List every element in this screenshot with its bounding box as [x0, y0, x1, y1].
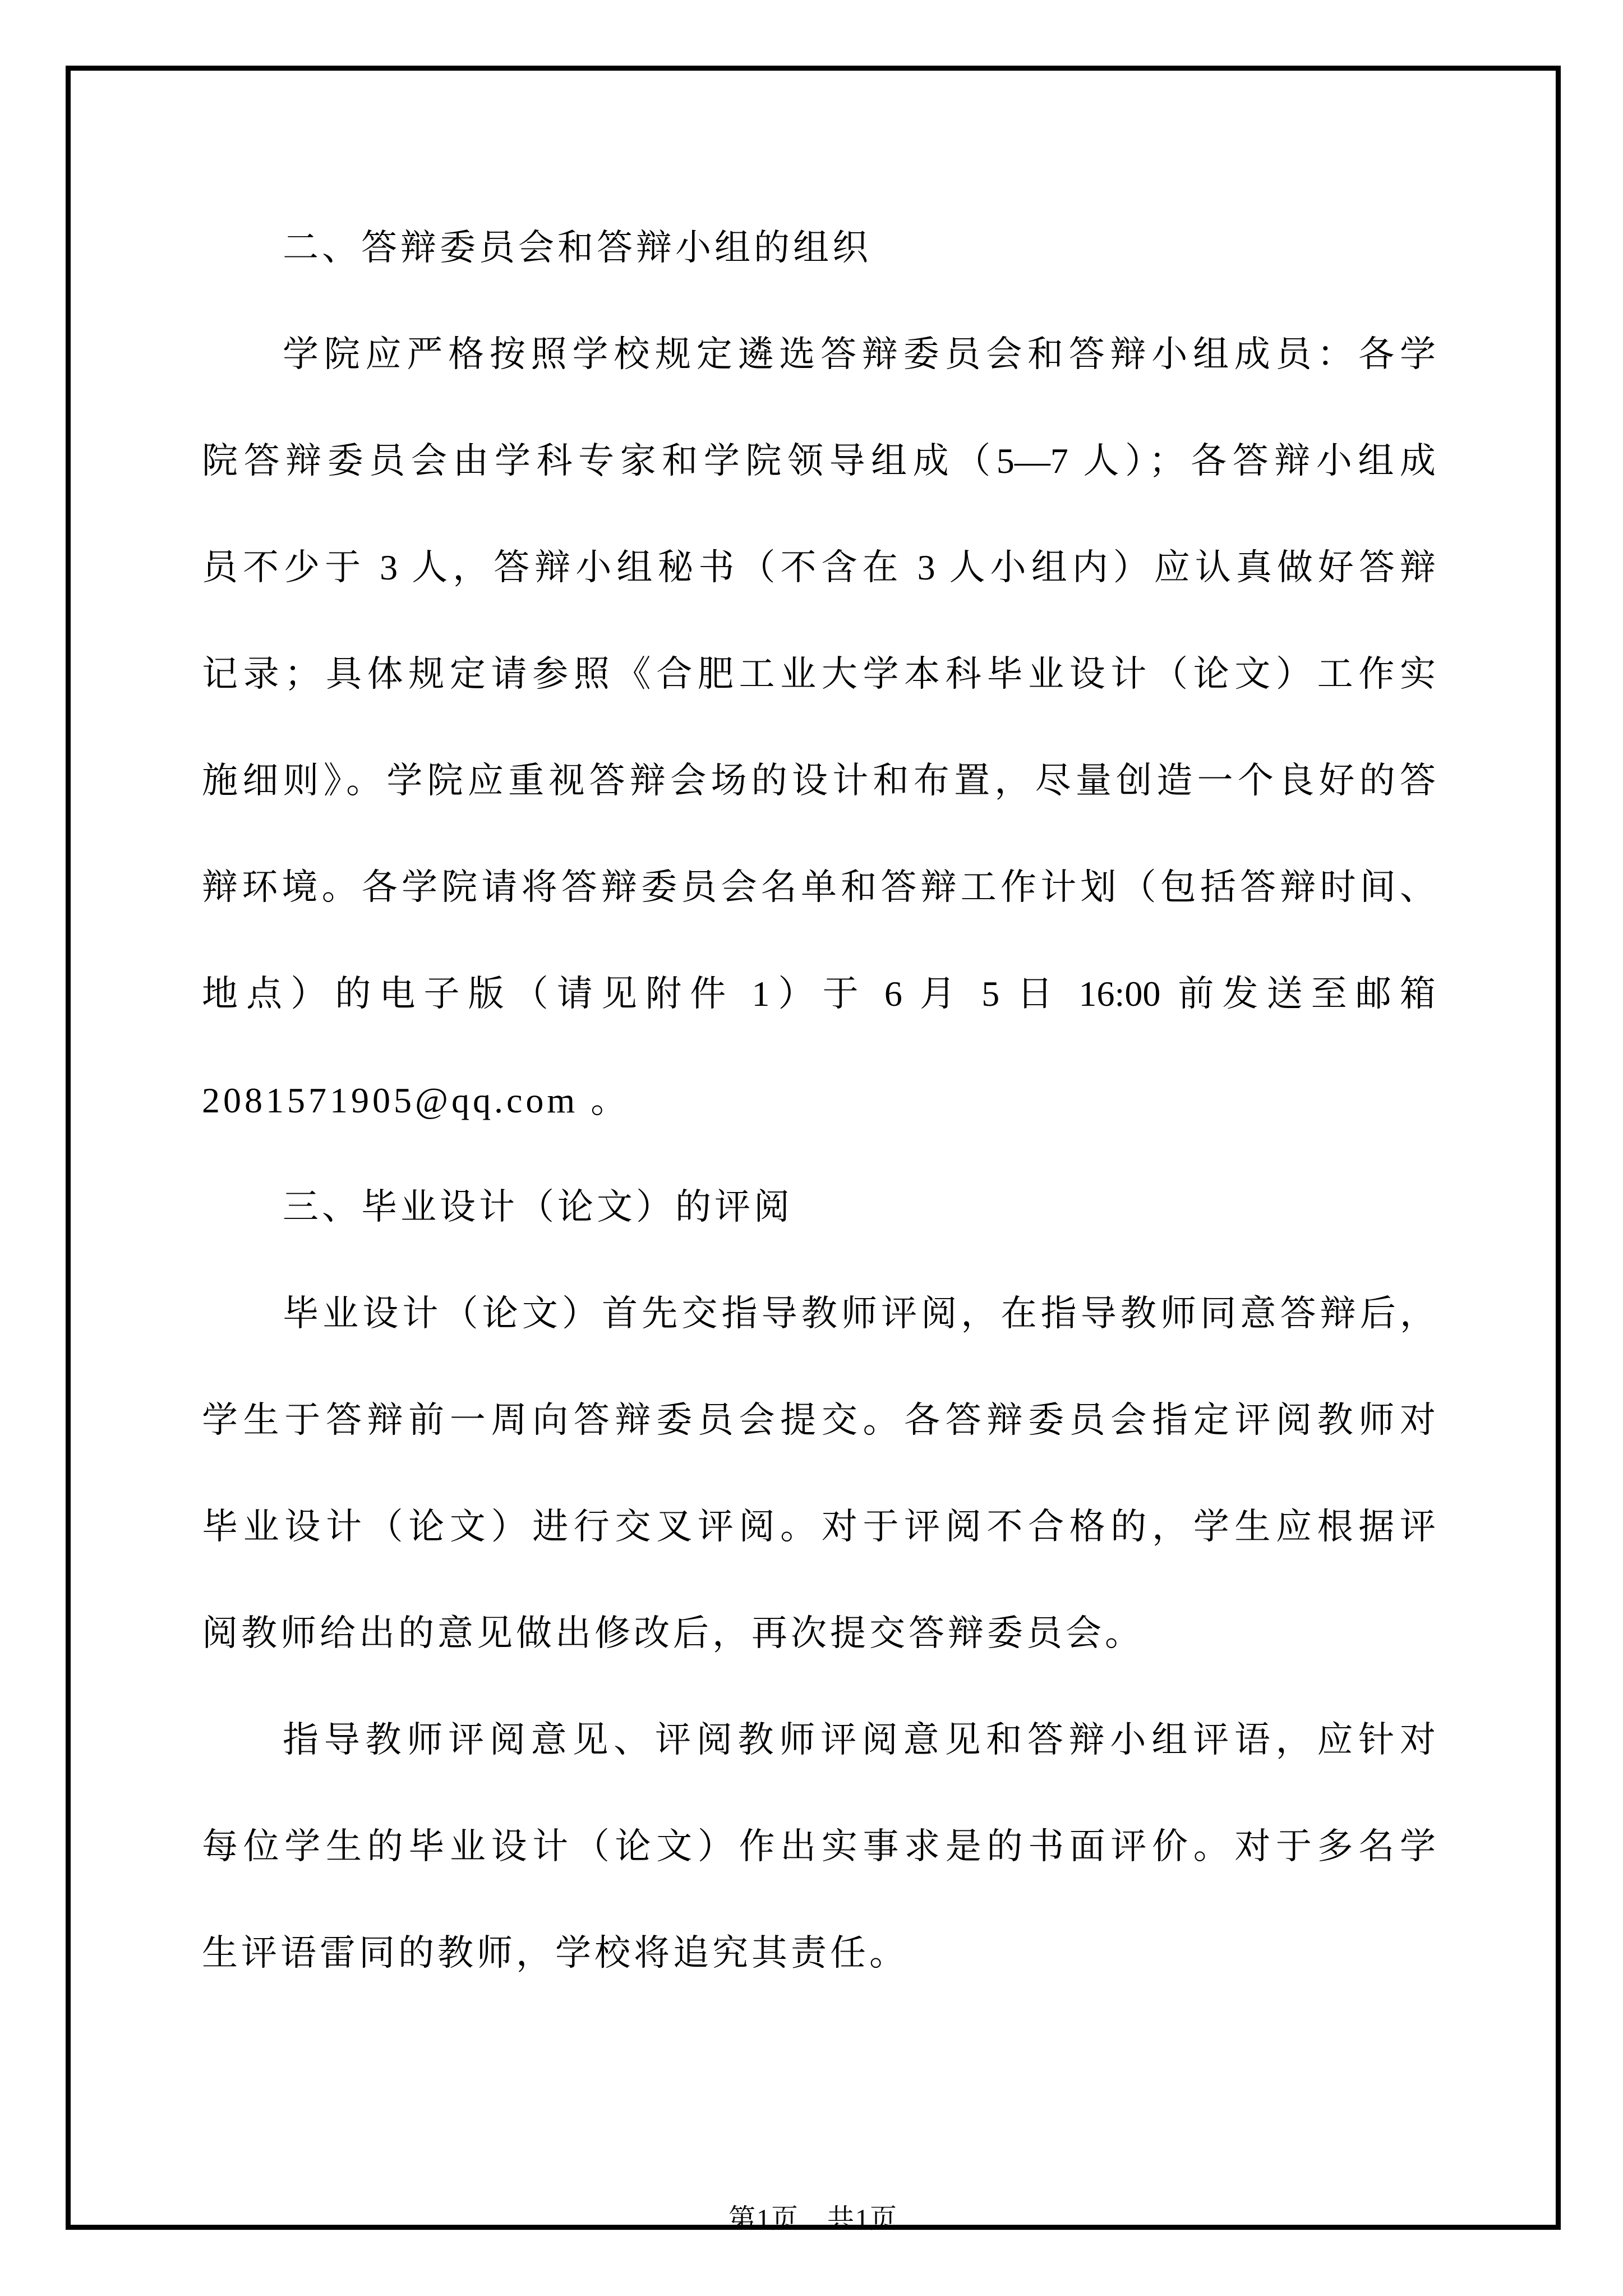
text-line: 记录；具体规定请参照《合肥工业大学本科毕业设计（论文）工作实: [202, 654, 1436, 694]
text-line: 学院应严格按照学校规定遴选答辩委员会和答辩小组成员：各学: [283, 334, 1436, 374]
text-line: 毕业设计（论文）进行交叉评阅。对于评阅不合格的，学生应根据评: [202, 1507, 1436, 1547]
text-line: 辩环境。各学院请将答辩委员会名单和答辩工作计划（包括答辩时间、: [202, 867, 1436, 907]
section-heading-3: 三、毕业设计（论文）的评阅: [283, 1187, 793, 1227]
text-line: 指导教师评阅意见、评阅教师评阅意见和答辩小组评语，应针对: [283, 1720, 1436, 1760]
page-number-footer: 第1页 共1页: [728, 2204, 898, 2234]
email-line: 2081571905@qq.com 。: [202, 1080, 630, 1120]
document-body: [202, 195, 1436, 2007]
text-line: 学生于答辩前一周向答辩委员会提交。各答辩委员会指定评阅教师对: [202, 1400, 1436, 1440]
text-line: 员不少于 3 人，答辩小组秘书（不含在 3 人小组内）应认真做好答辩: [202, 547, 1436, 587]
text-line: 阅教师给出的意见做出修改后，再次提交答辩委员会。: [202, 1613, 1144, 1653]
text-line: 每位学生的毕业设计（论文）作出实事求是的书面评价。对于多名学: [202, 1826, 1436, 1866]
page-border: [66, 66, 1561, 2234]
section-heading-2: 二、答辩委员会和答辩小组的组织: [283, 228, 872, 268]
text-line: 施细则》。学院应重视答辩会场的设计和布置，尽量创造一个良好的答: [202, 761, 1436, 800]
text-line: 生评语雷同的教师，学校将追究其责任。: [202, 1933, 909, 1973]
text-line: 毕业设计（论文）首先交指导教师评阅，在指导教师同意答辩后，: [283, 1294, 1436, 1333]
text-line: 院答辩委员会由学科专家和学院领导组成（5—7 人）；各答辩小组成: [202, 441, 1436, 481]
text-line: 地点）的电子版（请见附件 1）于 6 月 5 日 16:00 前发送至邮箱: [202, 974, 1436, 1014]
